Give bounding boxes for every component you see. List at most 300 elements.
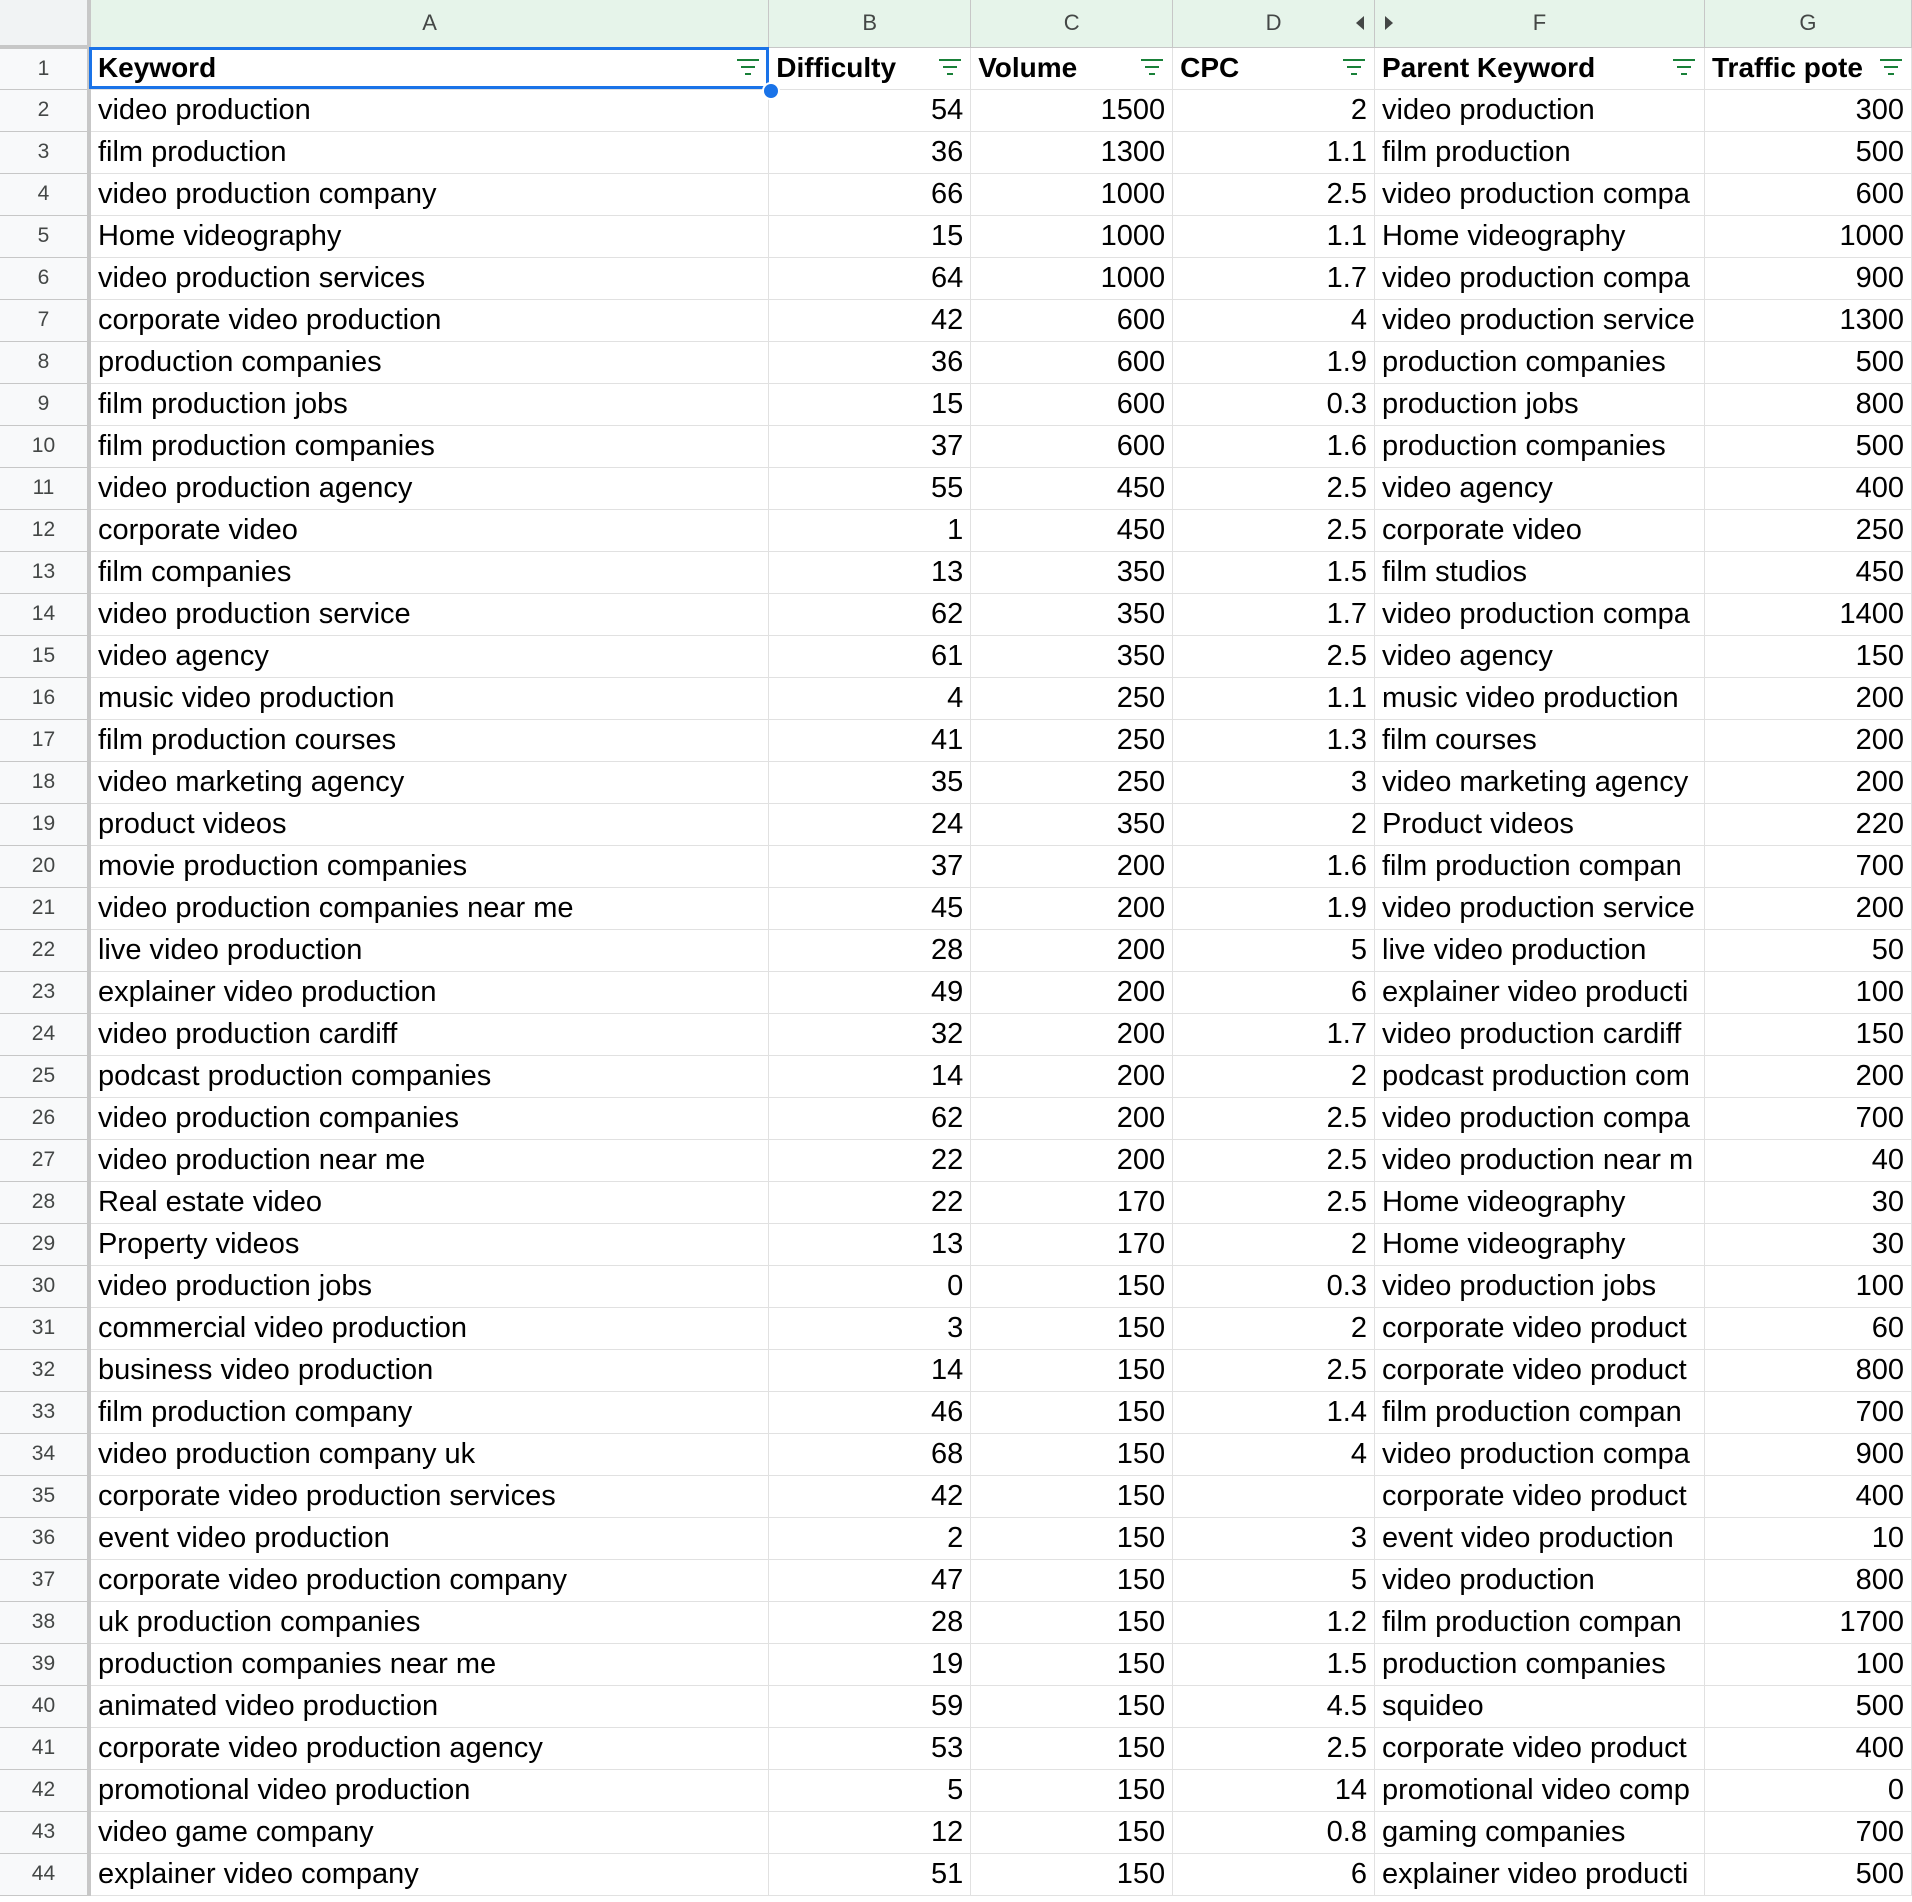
keyword-cell[interactable]: video production company: [89, 173, 769, 215]
parent-keyword-cell[interactable]: live video production: [1375, 929, 1705, 971]
traffic-potential-cell[interactable]: 200: [1704, 1055, 1911, 1097]
row-header[interactable]: 31: [0, 1307, 89, 1349]
difficulty-cell[interactable]: 37: [769, 425, 971, 467]
parent-keyword-cell[interactable]: corporate video product: [1375, 1349, 1705, 1391]
difficulty-cell[interactable]: 12: [769, 1811, 971, 1853]
cpc-cell[interactable]: 4.5: [1173, 1685, 1375, 1727]
volume-cell[interactable]: 250: [971, 719, 1173, 761]
filter-icon[interactable]: [938, 59, 962, 77]
cpc-cell[interactable]: [1173, 1475, 1375, 1517]
parent-keyword-cell[interactable]: production jobs: [1375, 383, 1705, 425]
volume-cell[interactable]: 350: [971, 551, 1173, 593]
difficulty-cell[interactable]: 46: [769, 1391, 971, 1433]
filter-icon[interactable]: [1879, 59, 1903, 77]
filter-icon[interactable]: [1140, 59, 1164, 77]
row-header[interactable]: 41: [0, 1727, 89, 1769]
row-header[interactable]: 7: [0, 299, 89, 341]
volume-cell[interactable]: 200: [971, 971, 1173, 1013]
traffic-potential-cell[interactable]: 100: [1704, 1265, 1911, 1307]
traffic-potential-cell[interactable]: 400: [1704, 467, 1911, 509]
parent-keyword-cell[interactable]: video agency: [1375, 635, 1705, 677]
difficulty-cell[interactable]: 47: [769, 1559, 971, 1601]
difficulty-cell[interactable]: 13: [769, 1223, 971, 1265]
keyword-cell[interactable]: uk production companies: [89, 1601, 769, 1643]
difficulty-cell[interactable]: 15: [769, 383, 971, 425]
difficulty-cell[interactable]: 22: [769, 1139, 971, 1181]
selection-fill-handle[interactable]: [762, 82, 780, 100]
cpc-cell[interactable]: 5: [1173, 1559, 1375, 1601]
select-all-corner[interactable]: [0, 0, 89, 47]
traffic-potential-cell[interactable]: 500: [1704, 1685, 1911, 1727]
traffic-potential-cell[interactable]: 800: [1704, 1559, 1911, 1601]
volume-cell[interactable]: 150: [971, 1517, 1173, 1559]
difficulty-cell[interactable]: 2: [769, 1517, 971, 1559]
row-header[interactable]: 12: [0, 509, 89, 551]
keyword-cell[interactable]: Real estate video: [89, 1181, 769, 1223]
row-header[interactable]: 14: [0, 593, 89, 635]
difficulty-cell[interactable]: 45: [769, 887, 971, 929]
traffic-potential-cell[interactable]: 450: [1704, 551, 1911, 593]
traffic-potential-cell[interactable]: 800: [1704, 383, 1911, 425]
traffic-potential-cell[interactable]: 100: [1704, 1643, 1911, 1685]
parent-keyword-cell[interactable]: corporate video product: [1375, 1475, 1705, 1517]
keyword-cell[interactable]: Home videography: [89, 215, 769, 257]
keyword-cell[interactable]: corporate video: [89, 509, 769, 551]
keyword-cell[interactable]: Property videos: [89, 1223, 769, 1265]
filter-icon[interactable]: [736, 59, 760, 77]
volume-cell[interactable]: 150: [971, 1391, 1173, 1433]
volume-cell[interactable]: 350: [971, 593, 1173, 635]
difficulty-cell[interactable]: 35: [769, 761, 971, 803]
difficulty-cell[interactable]: 51: [769, 1853, 971, 1895]
cpc-cell[interactable]: 1.5: [1173, 1643, 1375, 1685]
keyword-cell[interactable]: video production service: [89, 593, 769, 635]
volume-cell[interactable]: 1300: [971, 131, 1173, 173]
difficulty-cell[interactable]: 0: [769, 1265, 971, 1307]
row-header[interactable]: 9: [0, 383, 89, 425]
keyword-cell[interactable]: video agency: [89, 635, 769, 677]
traffic-potential-cell[interactable]: 250: [1704, 509, 1911, 551]
difficulty-cell[interactable]: 49: [769, 971, 971, 1013]
row-header[interactable]: 32: [0, 1349, 89, 1391]
volume-cell[interactable]: 150: [971, 1643, 1173, 1685]
difficulty-cell[interactable]: 3: [769, 1307, 971, 1349]
cpc-cell[interactable]: 0.8: [1173, 1811, 1375, 1853]
cpc-cell[interactable]: 3: [1173, 1517, 1375, 1559]
parent-keyword-cell[interactable]: video production service: [1375, 299, 1705, 341]
volume-cell[interactable]: 170: [971, 1223, 1173, 1265]
cpc-cell[interactable]: 5: [1173, 929, 1375, 971]
row-header[interactable]: 6: [0, 257, 89, 299]
volume-cell[interactable]: 200: [971, 929, 1173, 971]
keyword-cell[interactable]: explainer video production: [89, 971, 769, 1013]
cpc-cell[interactable]: 3: [1173, 761, 1375, 803]
parent-keyword-cell[interactable]: production companies: [1375, 1643, 1705, 1685]
keyword-cell[interactable]: production companies near me: [89, 1643, 769, 1685]
row-header[interactable]: 2: [0, 89, 89, 131]
row-header[interactable]: 16: [0, 677, 89, 719]
keyword-cell[interactable]: corporate video production company: [89, 1559, 769, 1601]
traffic-potential-cell[interactable]: 40: [1704, 1139, 1911, 1181]
cpc-cell[interactable]: 2: [1173, 1223, 1375, 1265]
difficulty-cell[interactable]: 41: [769, 719, 971, 761]
parent-keyword-cell[interactable]: music video production: [1375, 677, 1705, 719]
filter-icon[interactable]: [1342, 59, 1366, 77]
traffic-potential-cell[interactable]: 400: [1704, 1727, 1911, 1769]
keyword-cell[interactable]: video production near me: [89, 1139, 769, 1181]
traffic-potential-cell[interactable]: 700: [1704, 1391, 1911, 1433]
keyword-cell[interactable]: film production courses: [89, 719, 769, 761]
difficulty-cell[interactable]: 19: [769, 1643, 971, 1685]
difficulty-cell[interactable]: 42: [769, 1475, 971, 1517]
volume-cell[interactable]: 150: [971, 1811, 1173, 1853]
row-header[interactable]: 22: [0, 929, 89, 971]
cpc-cell[interactable]: 1.7: [1173, 1013, 1375, 1055]
parent-keyword-cell[interactable]: video production compa: [1375, 593, 1705, 635]
keyword-cell[interactable]: corporate video production: [89, 299, 769, 341]
volume-cell[interactable]: 150: [971, 1727, 1173, 1769]
difficulty-cell[interactable]: 28: [769, 929, 971, 971]
difficulty-cell[interactable]: 64: [769, 257, 971, 299]
difficulty-cell[interactable]: 36: [769, 131, 971, 173]
row-header[interactable]: 38: [0, 1601, 89, 1643]
keyword-cell[interactable]: video production cardiff: [89, 1013, 769, 1055]
difficulty-cell[interactable]: 24: [769, 803, 971, 845]
cpc-cell[interactable]: 0.3: [1173, 383, 1375, 425]
parent-keyword-cell[interactable]: film production compan: [1375, 1391, 1705, 1433]
difficulty-cell[interactable]: 5: [769, 1769, 971, 1811]
traffic-potential-cell[interactable]: 10: [1704, 1517, 1911, 1559]
column-header-c[interactable]: C: [971, 0, 1173, 47]
cpc-cell[interactable]: 2.5: [1173, 635, 1375, 677]
traffic-potential-cell[interactable]: 1400: [1704, 593, 1911, 635]
header-cell-cpc[interactable]: [1173, 47, 1375, 89]
row-header[interactable]: 30: [0, 1265, 89, 1307]
parent-keyword-cell[interactable]: film production: [1375, 131, 1705, 173]
keyword-cell[interactable]: video production jobs: [89, 1265, 769, 1307]
keyword-cell[interactable]: animated video production: [89, 1685, 769, 1727]
cpc-cell[interactable]: 2.5: [1173, 1097, 1375, 1139]
parent-keyword-cell[interactable]: video production compa: [1375, 1433, 1705, 1475]
keyword-cell[interactable]: corporate video production services: [89, 1475, 769, 1517]
parent-keyword-cell[interactable]: Home videography: [1375, 1223, 1705, 1265]
traffic-potential-cell[interactable]: 200: [1704, 761, 1911, 803]
difficulty-cell[interactable]: 62: [769, 593, 971, 635]
row-header[interactable]: 8: [0, 341, 89, 383]
traffic-potential-cell[interactable]: 100: [1704, 971, 1911, 1013]
keyword-cell[interactable]: explainer video company: [89, 1853, 769, 1895]
volume-cell[interactable]: 450: [971, 467, 1173, 509]
row-header[interactable]: 23: [0, 971, 89, 1013]
volume-cell[interactable]: 1000: [971, 257, 1173, 299]
traffic-potential-cell[interactable]: 500: [1704, 341, 1911, 383]
keyword-cell[interactable]: film production companies: [89, 425, 769, 467]
column-header-b[interactable]: B: [769, 0, 971, 47]
cpc-cell[interactable]: 1.1: [1173, 131, 1375, 173]
keyword-cell[interactable]: event video production: [89, 1517, 769, 1559]
traffic-potential-cell[interactable]: 400: [1704, 1475, 1911, 1517]
keyword-cell[interactable]: live video production: [89, 929, 769, 971]
volume-cell[interactable]: 1500: [971, 89, 1173, 131]
cpc-cell[interactable]: 1.5: [1173, 551, 1375, 593]
keyword-cell[interactable]: video production services: [89, 257, 769, 299]
cpc-cell[interactable]: 4: [1173, 299, 1375, 341]
row-header[interactable]: 33: [0, 1391, 89, 1433]
row-header[interactable]: 17: [0, 719, 89, 761]
parent-keyword-cell[interactable]: film studios: [1375, 551, 1705, 593]
parent-keyword-cell[interactable]: gaming companies: [1375, 1811, 1705, 1853]
volume-cell[interactable]: 150: [971, 1475, 1173, 1517]
volume-cell[interactable]: 150: [971, 1769, 1173, 1811]
traffic-potential-cell[interactable]: 30: [1704, 1181, 1911, 1223]
volume-cell[interactable]: 170: [971, 1181, 1173, 1223]
volume-cell[interactable]: 200: [971, 1097, 1173, 1139]
keyword-cell[interactable]: film production company: [89, 1391, 769, 1433]
cpc-cell[interactable]: 1.6: [1173, 425, 1375, 467]
cpc-cell[interactable]: 1.7: [1173, 257, 1375, 299]
parent-keyword-cell[interactable]: Home videography: [1375, 215, 1705, 257]
parent-keyword-cell[interactable]: production companies: [1375, 341, 1705, 383]
row-header[interactable]: 18: [0, 761, 89, 803]
column-header-a[interactable]: A: [89, 0, 769, 47]
cpc-cell[interactable]: 4: [1173, 1433, 1375, 1475]
column-header-g[interactable]: G: [1704, 0, 1911, 47]
parent-keyword-cell[interactable]: Home videography: [1375, 1181, 1705, 1223]
traffic-potential-cell[interactable]: 900: [1704, 257, 1911, 299]
traffic-potential-cell[interactable]: 600: [1704, 173, 1911, 215]
keyword-cell[interactable]: video production agency: [89, 467, 769, 509]
row-header[interactable]: 39: [0, 1643, 89, 1685]
parent-keyword-cell[interactable]: event video production: [1375, 1517, 1705, 1559]
traffic-potential-cell[interactable]: 500: [1704, 131, 1911, 173]
row-header[interactable]: 1: [0, 47, 89, 89]
difficulty-cell[interactable]: 32: [769, 1013, 971, 1055]
traffic-potential-cell[interactable]: 200: [1704, 719, 1911, 761]
header-cell-volume[interactable]: [971, 47, 1173, 89]
row-header[interactable]: 5: [0, 215, 89, 257]
parent-keyword-cell[interactable]: video production service: [1375, 887, 1705, 929]
cpc-cell[interactable]: 1.2: [1173, 1601, 1375, 1643]
row-header[interactable]: 37: [0, 1559, 89, 1601]
row-header[interactable]: 36: [0, 1517, 89, 1559]
parent-keyword-cell[interactable]: video production: [1375, 89, 1705, 131]
parent-keyword-cell[interactable]: video marketing agency: [1375, 761, 1705, 803]
filter-icon[interactable]: [1672, 59, 1696, 77]
parent-keyword-cell[interactable]: promotional video comp: [1375, 1769, 1705, 1811]
volume-cell[interactable]: 150: [971, 1265, 1173, 1307]
cpc-cell[interactable]: 0.3: [1173, 1265, 1375, 1307]
traffic-potential-cell[interactable]: 220: [1704, 803, 1911, 845]
parent-keyword-cell[interactable]: film courses: [1375, 719, 1705, 761]
difficulty-cell[interactable]: 66: [769, 173, 971, 215]
volume-cell[interactable]: 600: [971, 341, 1173, 383]
keyword-cell[interactable]: movie production companies: [89, 845, 769, 887]
unhide-column-right-icon[interactable]: [1385, 16, 1393, 30]
row-header[interactable]: 13: [0, 551, 89, 593]
keyword-cell[interactable]: business video production: [89, 1349, 769, 1391]
traffic-potential-cell[interactable]: 300: [1704, 89, 1911, 131]
difficulty-cell[interactable]: 14: [769, 1055, 971, 1097]
volume-cell[interactable]: 250: [971, 677, 1173, 719]
traffic-potential-cell[interactable]: 150: [1704, 635, 1911, 677]
parent-keyword-cell[interactable]: corporate video: [1375, 509, 1705, 551]
row-header[interactable]: 43: [0, 1811, 89, 1853]
cpc-cell[interactable]: 2.5: [1173, 1727, 1375, 1769]
row-header[interactable]: 10: [0, 425, 89, 467]
cpc-cell[interactable]: 2: [1173, 1055, 1375, 1097]
parent-keyword-cell[interactable]: video production compa: [1375, 173, 1705, 215]
traffic-potential-cell[interactable]: 800: [1704, 1349, 1911, 1391]
cpc-cell[interactable]: 14: [1173, 1769, 1375, 1811]
cpc-cell[interactable]: 1.4: [1173, 1391, 1375, 1433]
cpc-cell[interactable]: 1.1: [1173, 215, 1375, 257]
volume-cell[interactable]: 150: [971, 1853, 1173, 1895]
keyword-cell[interactable]: video production companies: [89, 1097, 769, 1139]
parent-keyword-cell[interactable]: film production compan: [1375, 1601, 1705, 1643]
traffic-potential-cell[interactable]: 1300: [1704, 299, 1911, 341]
parent-keyword-cell[interactable]: Product videos: [1375, 803, 1705, 845]
volume-cell[interactable]: 200: [971, 845, 1173, 887]
parent-keyword-cell[interactable]: production companies: [1375, 425, 1705, 467]
difficulty-cell[interactable]: 14: [769, 1349, 971, 1391]
difficulty-cell[interactable]: 28: [769, 1601, 971, 1643]
row-header[interactable]: 40: [0, 1685, 89, 1727]
keyword-cell[interactable]: video marketing agency: [89, 761, 769, 803]
volume-cell[interactable]: 150: [971, 1307, 1173, 1349]
volume-cell[interactable]: 150: [971, 1349, 1173, 1391]
traffic-potential-cell[interactable]: 200: [1704, 677, 1911, 719]
keyword-cell[interactable]: film companies: [89, 551, 769, 593]
row-header[interactable]: 34: [0, 1433, 89, 1475]
column-header-d[interactable]: [1173, 0, 1375, 47]
difficulty-cell[interactable]: 42: [769, 299, 971, 341]
cpc-cell[interactable]: 1.9: [1173, 887, 1375, 929]
cpc-cell[interactable]: 6: [1173, 1853, 1375, 1895]
volume-cell[interactable]: 150: [971, 1685, 1173, 1727]
header-cell-parent-keyword[interactable]: [1375, 47, 1705, 89]
difficulty-cell[interactable]: 37: [769, 845, 971, 887]
parent-keyword-cell[interactable]: explainer video producti: [1375, 971, 1705, 1013]
keyword-cell[interactable]: video production: [89, 89, 769, 131]
traffic-potential-cell[interactable]: 50: [1704, 929, 1911, 971]
keyword-cell[interactable]: commercial video production: [89, 1307, 769, 1349]
row-header[interactable]: 26: [0, 1097, 89, 1139]
row-header[interactable]: 19: [0, 803, 89, 845]
traffic-potential-cell[interactable]: 200: [1704, 887, 1911, 929]
row-header[interactable]: 11: [0, 467, 89, 509]
parent-keyword-cell[interactable]: video production cardiff: [1375, 1013, 1705, 1055]
volume-cell[interactable]: 200: [971, 1139, 1173, 1181]
header-cell-difficulty[interactable]: [769, 47, 971, 89]
cpc-cell[interactable]: 6: [1173, 971, 1375, 1013]
keyword-cell[interactable]: production companies: [89, 341, 769, 383]
cpc-cell[interactable]: 2: [1173, 803, 1375, 845]
keyword-cell[interactable]: video game company: [89, 1811, 769, 1853]
parent-keyword-cell[interactable]: corporate video product: [1375, 1307, 1705, 1349]
parent-keyword-cell[interactable]: explainer video producti: [1375, 1853, 1705, 1895]
traffic-potential-cell[interactable]: 700: [1704, 1097, 1911, 1139]
traffic-potential-cell[interactable]: 60: [1704, 1307, 1911, 1349]
difficulty-cell[interactable]: 53: [769, 1727, 971, 1769]
volume-cell[interactable]: 600: [971, 383, 1173, 425]
difficulty-cell[interactable]: 13: [769, 551, 971, 593]
difficulty-cell[interactable]: 15: [769, 215, 971, 257]
traffic-potential-cell[interactable]: 500: [1704, 425, 1911, 467]
row-header[interactable]: 3: [0, 131, 89, 173]
volume-cell[interactable]: 200: [971, 1013, 1173, 1055]
parent-keyword-cell[interactable]: video production near m: [1375, 1139, 1705, 1181]
difficulty-cell[interactable]: 22: [769, 1181, 971, 1223]
volume-cell[interactable]: 150: [971, 1559, 1173, 1601]
cpc-cell[interactable]: 2.5: [1173, 509, 1375, 551]
cpc-cell[interactable]: 2.5: [1173, 1349, 1375, 1391]
row-header[interactable]: 44: [0, 1853, 89, 1895]
keyword-cell[interactable]: music video production: [89, 677, 769, 719]
parent-keyword-cell[interactable]: podcast production com: [1375, 1055, 1705, 1097]
volume-cell[interactable]: 600: [971, 299, 1173, 341]
row-header[interactable]: 4: [0, 173, 89, 215]
traffic-potential-cell[interactable]: 1700: [1704, 1601, 1911, 1643]
parent-keyword-cell[interactable]: squideo: [1375, 1685, 1705, 1727]
parent-keyword-cell[interactable]: corporate video product: [1375, 1727, 1705, 1769]
cpc-cell[interactable]: 2.5: [1173, 467, 1375, 509]
header-cell-traffic-potential[interactable]: [1704, 47, 1911, 89]
parent-keyword-cell[interactable]: video production compa: [1375, 257, 1705, 299]
cpc-cell[interactable]: 1.7: [1173, 593, 1375, 635]
cpc-cell[interactable]: 2: [1173, 1307, 1375, 1349]
difficulty-cell[interactable]: 59: [769, 1685, 971, 1727]
column-header-f[interactable]: [1375, 0, 1705, 47]
volume-cell[interactable]: 350: [971, 635, 1173, 677]
cpc-cell[interactable]: 2.5: [1173, 1139, 1375, 1181]
volume-cell[interactable]: 150: [971, 1601, 1173, 1643]
volume-cell[interactable]: 600: [971, 425, 1173, 467]
traffic-potential-cell[interactable]: 900: [1704, 1433, 1911, 1475]
cpc-cell[interactable]: 2.5: [1173, 1181, 1375, 1223]
volume-cell[interactable]: 1000: [971, 173, 1173, 215]
parent-keyword-cell[interactable]: film production compan: [1375, 845, 1705, 887]
row-header[interactable]: 42: [0, 1769, 89, 1811]
row-header[interactable]: 35: [0, 1475, 89, 1517]
keyword-cell[interactable]: corporate video production agency: [89, 1727, 769, 1769]
volume-cell[interactable]: 200: [971, 1055, 1173, 1097]
row-header[interactable]: 25: [0, 1055, 89, 1097]
traffic-potential-cell[interactable]: 700: [1704, 845, 1911, 887]
keyword-cell[interactable]: promotional video production: [89, 1769, 769, 1811]
unhide-column-left-icon[interactable]: [1356, 16, 1364, 30]
difficulty-cell[interactable]: 1: [769, 509, 971, 551]
keyword-cell[interactable]: video production companies near me: [89, 887, 769, 929]
volume-cell[interactable]: 250: [971, 761, 1173, 803]
traffic-potential-cell[interactable]: 30: [1704, 1223, 1911, 1265]
traffic-potential-cell[interactable]: 500: [1704, 1853, 1911, 1895]
row-header[interactable]: 28: [0, 1181, 89, 1223]
keyword-cell[interactable]: product videos: [89, 803, 769, 845]
cpc-cell[interactable]: 1.9: [1173, 341, 1375, 383]
parent-keyword-cell[interactable]: video agency: [1375, 467, 1705, 509]
volume-cell[interactable]: 450: [971, 509, 1173, 551]
difficulty-cell[interactable]: 36: [769, 341, 971, 383]
difficulty-cell[interactable]: 61: [769, 635, 971, 677]
traffic-potential-cell[interactable]: 1000: [1704, 215, 1911, 257]
cpc-cell[interactable]: 1.6: [1173, 845, 1375, 887]
row-header[interactable]: 20: [0, 845, 89, 887]
volume-cell[interactable]: 200: [971, 887, 1173, 929]
parent-keyword-cell[interactable]: video production jobs: [1375, 1265, 1705, 1307]
volume-cell[interactable]: 1000: [971, 215, 1173, 257]
parent-keyword-cell[interactable]: video production compa: [1375, 1097, 1705, 1139]
difficulty-cell[interactable]: 62: [769, 1097, 971, 1139]
